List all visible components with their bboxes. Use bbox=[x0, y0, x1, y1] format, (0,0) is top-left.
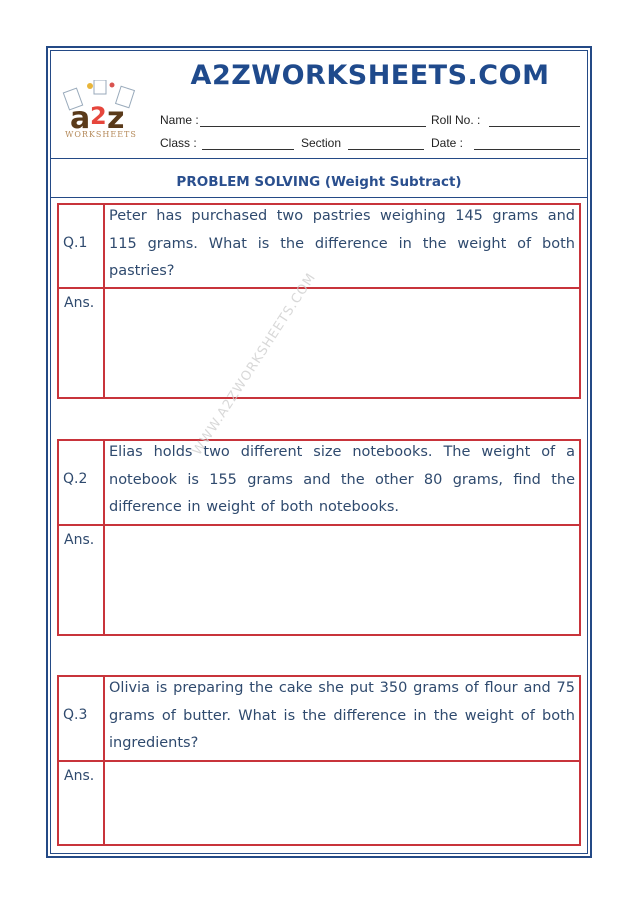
worksheet-title: PROBLEM SOLVING (Weight Subtract) bbox=[176, 174, 462, 190]
question-block-3 bbox=[57, 675, 581, 846]
header-divider bbox=[50, 158, 588, 159]
watermark: WWW.A2ZWORKSHEETS.COM bbox=[190, 270, 320, 459]
roll-label: Roll No. : bbox=[431, 113, 481, 127]
section-line[interactable] bbox=[348, 149, 424, 150]
question-label: Q.3 bbox=[63, 707, 88, 723]
section-label: Section bbox=[301, 136, 342, 150]
question-label: Q.1 bbox=[63, 235, 88, 251]
question-label: Q.2 bbox=[63, 471, 88, 487]
svg-text:2: 2 bbox=[90, 102, 107, 130]
answer-area[interactable] bbox=[105, 289, 579, 397]
svg-text:a: a bbox=[70, 101, 91, 136]
answer-area[interactable] bbox=[105, 762, 579, 844]
answer-label: Ans. bbox=[64, 532, 95, 548]
class-line[interactable] bbox=[202, 149, 294, 150]
a2z-logo bbox=[60, 80, 142, 146]
class-label: Class : bbox=[160, 136, 197, 150]
name-label: Name : bbox=[160, 113, 199, 127]
question-text: Elias holds two different size notebooks. The weight of a notebook is 155 grams and the other 80 grams, find the difference in weight of both notebooks. bbox=[109, 444, 575, 515]
logo-icon bbox=[60, 80, 142, 136]
question-text: Olivia is preparing the cake she put 350 grams of flour and 75 grams of butter. What is the difference in the weight of both ingredients? bbox=[109, 680, 575, 751]
answer-area[interactable] bbox=[105, 526, 579, 634]
date-line[interactable] bbox=[474, 149, 580, 150]
answer-label: Ans. bbox=[64, 768, 95, 784]
question-text: Peter has purchased two pastries weighing 145 grams and 115 grams. What is the difference in the weight of both pastries? bbox=[109, 208, 575, 279]
svg-text:z: z bbox=[107, 101, 125, 136]
logo-text: WORKSHEETS bbox=[65, 130, 137, 139]
site-title: A2ZWORKSHEETS.COM bbox=[190, 60, 550, 91]
date-label: Date : bbox=[431, 136, 464, 150]
question-block-1 bbox=[57, 203, 581, 399]
name-line[interactable] bbox=[200, 126, 426, 127]
answer-label: Ans. bbox=[64, 295, 95, 311]
roll-line[interactable] bbox=[489, 126, 580, 127]
question-block-2 bbox=[57, 439, 581, 636]
title-divider bbox=[50, 197, 588, 198]
